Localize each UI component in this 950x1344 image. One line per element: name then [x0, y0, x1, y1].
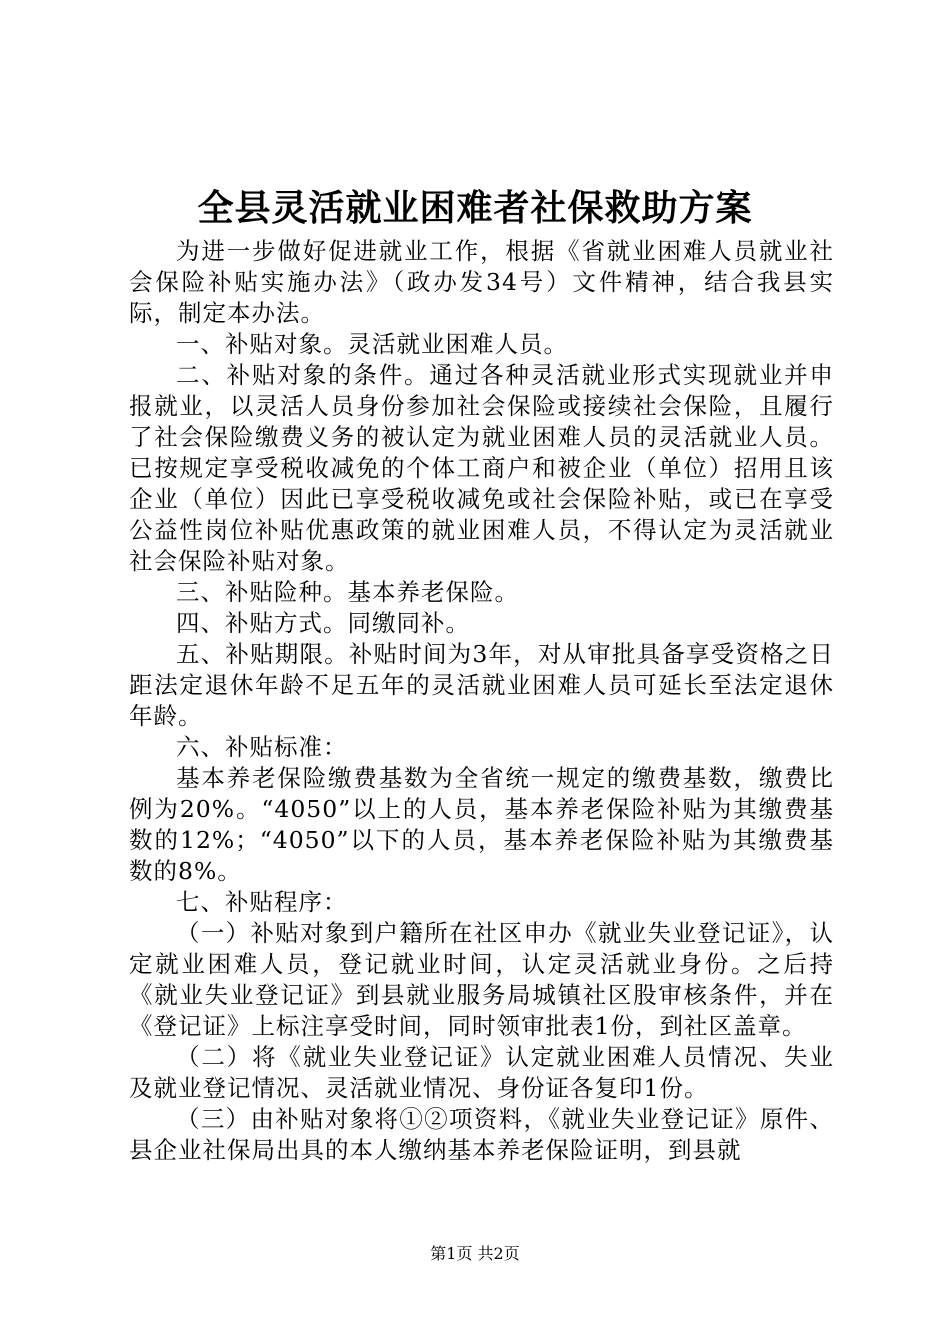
document-body — [129, 236, 834, 1166]
page-footer: 第1页 共2页 — [430, 1244, 520, 1263]
paragraph-section-6: 六、补贴标准： — [176, 733, 348, 761]
paragraph-step-3: （三）由补贴对象将①②项资料，《就业失业登记证》原件、县企业社保局出具的本人缴纳基本养老保险证明，到县就 — [129, 1105, 834, 1164]
paragraph-intro: 为进一步做好促进就业工作，根据《省就业困难人员就业社会保险补贴实施办法》（政办发34号）文件精神，结合我县实际，制定本办法。 — [129, 237, 834, 327]
paragraph-section-4: 四、补贴方式。同缴同补。 — [176, 609, 470, 637]
paragraph-step-1: （一）补贴对象到户籍所在社区申办《就业失业登记证》，认定就业困难人员，登记就业时间，认定灵活就业身份。之后持《就业失业登记证》到县就业服务局城镇社区股审核条件，并在《登记证》上标注享受时间，同时领审批表1份，到社区盖章。 — [129, 919, 834, 1040]
paragraph-step-2: （二）将《就业失业登记证》认定就业困难人员情况、失业及就业登记情况、灵活就业情况、身份证各复印1份。 — [129, 1043, 834, 1102]
document-title: 全县灵活就业困难者社保救助方案 — [197, 188, 753, 229]
paragraph-section-6-detail: 基本养老保险缴费基数为全省统一规定的缴费基数，缴费比例为20%。“4050”以上的人员，基本养老保险补贴为其缴费基数的12%；“4050”以下的人员，基本养老保险补贴为其缴费基数的8%。 — [129, 764, 834, 885]
paragraph-section-5: 五、补贴期限。补贴时间为3年，对从审批具备享受资格之日距法定退休年龄不足五年的灵活就业困难人员可延长至法定退休年龄。 — [129, 640, 834, 730]
paragraph-section-1: 一、补贴对象。灵活就业困难人员。 — [176, 330, 568, 358]
paragraph-section-3: 三、补贴险种。基本养老保险。 — [176, 578, 519, 606]
paragraph-section-7: 七、补贴程序： — [176, 888, 348, 916]
paragraph-section-2: 二、补贴对象的条件。通过各种灵活就业形式实现就业并申报就业，以灵活人员身份参加社会保险或接续社会保险，且履行了社会保险缴费义务的被认定为就业困难人员的灵活就业人员。已按规定享受税收减免的个体工商户和被企业（单位）招用且该企业（单位）因此已享受税收减免或社会保险补贴，或已在享受公益性岗位补贴优惠政策的就业困难人员，不得认定为灵活就业社会保险补贴对象。 — [129, 361, 834, 575]
